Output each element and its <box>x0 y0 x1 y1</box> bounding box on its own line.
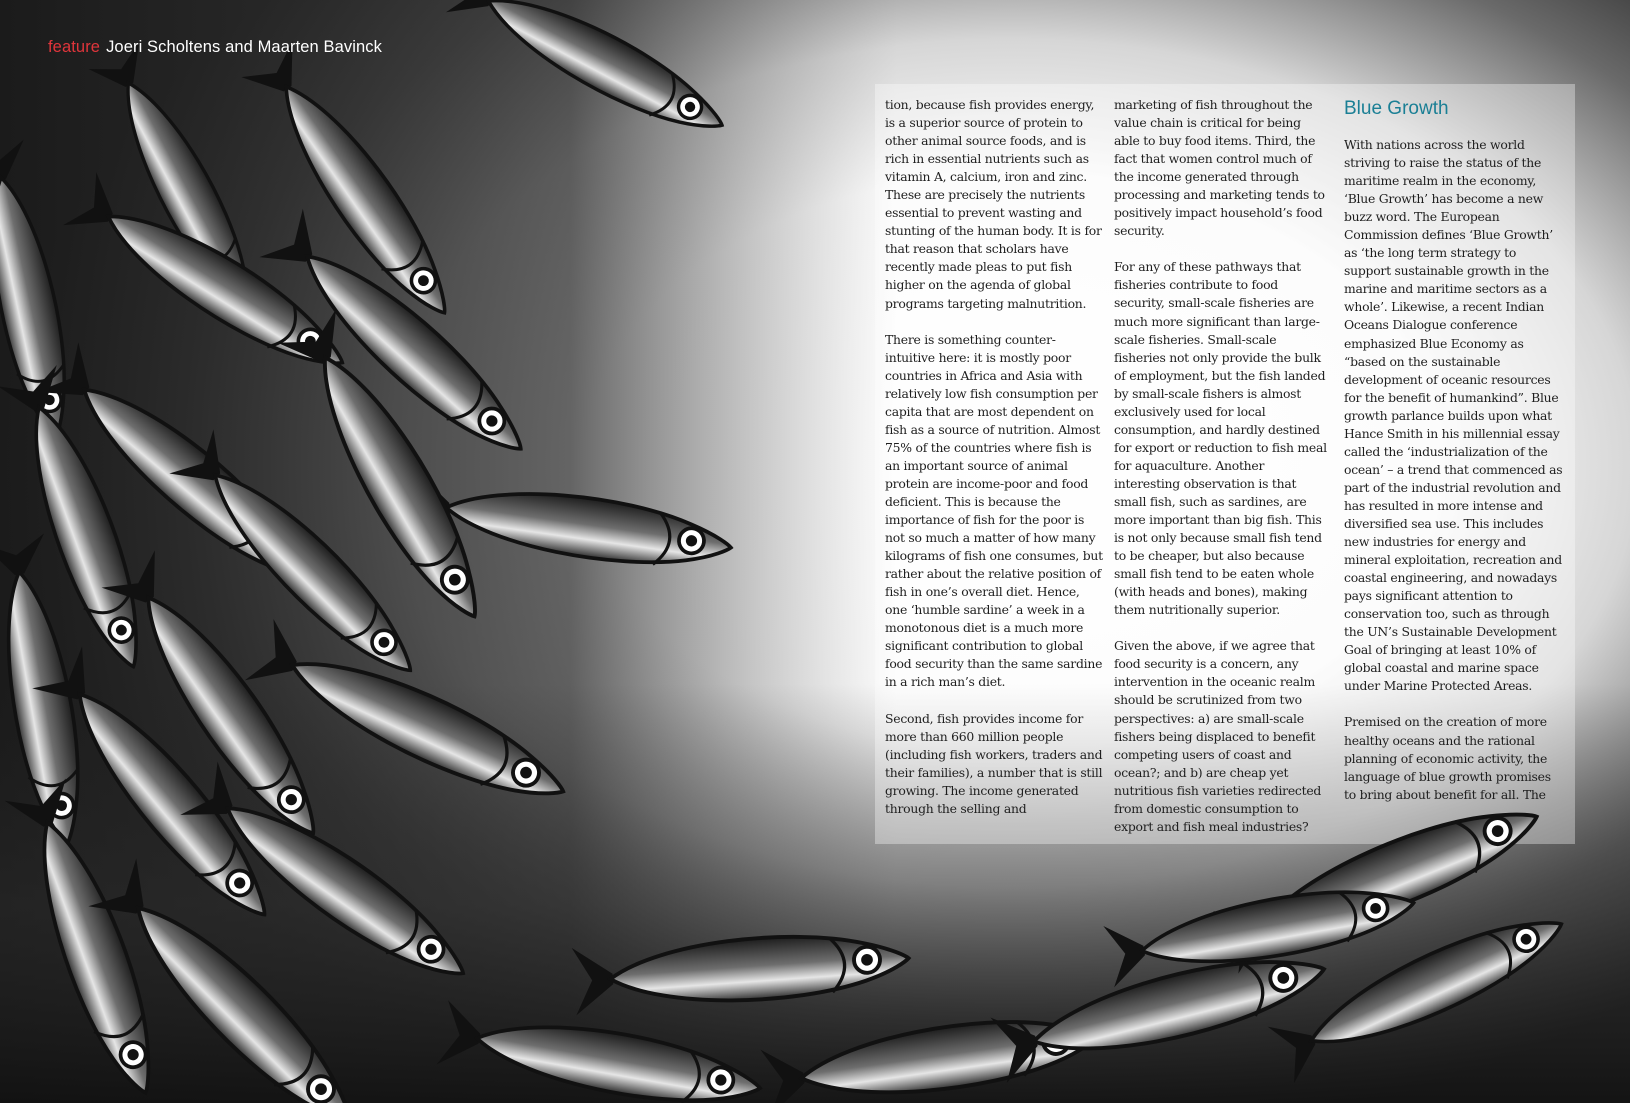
paragraph: Premised on the creation of more healthy oceans and the rational planning of economic activity, the language of blue growth promises to bring about benefit for all. The <box>1344 714 1551 802</box>
paragraph: There is something counter-intuitive here: it is mostly poor countries in Africa and Asia with relatively low fish consumption per capita that are most dependent on fish as a source of nutrition. Almost 75% of the countries where fish is an important source of animal protein are income-poor and food deficient. This is because the importance of fish for the poor is not so much a matter of how many kilograms of fish one consumes, but rather about the relative position of fish in one’s overall diet. Hence, one ‘humble sardine’ a week in a monotonous diet is a much more significant contribution to global food security than the same sardine in a rich man’s diet. <box>885 331 1103 690</box>
paragraph: With nations across the world striving to raise the status of the maritime realm in the economy, ‘Blue Growth’ has become a new buzz word. The European Commission defines ‘Blue Growth’ as ‘the long term strategy to support sustainable growth in the marine and maritime sectors as a whole’. Likewise, a recent Indian Oceans Dialogue conference emphasized Blue Economy as “based on the sustainable development of oceanic resources for the benefit of humankind”. Blue growth parlance builds upon what Hance Smith in his millennial essay called the ‘industrialization of the ocean’ – a trend that commenced as part of the industrial revolution and has resulted in more intense and diversified sea use. This includes new industries for energy and mineral exploitation, recreation and coastal engineering, and nowadays pays significant attention to conservation too, such as through the UN’s Sustainable Development Goal of bringing at least 10% of global coastal and marine space under Marine Protected Areas. <box>1344 137 1563 694</box>
paragraph: Second, fish provides income for more than 660 million people (including fish workers, traders and their families), a number that is still growing. The income generated through the selling and <box>885 710 1103 816</box>
text-column-3 <box>1344 136 1566 822</box>
running-header <box>48 38 382 57</box>
paragraph: marketing of fish throughout the value chain is critical for being able to buy food items. Third, the fact that women control much of the income generated through processing and marketing tends to positively impact household’s food security. <box>1114 97 1325 239</box>
paragraph: For any of these pathways that fisheries contribute to food security, small-scale fisheries are much more significant than large-scale fisheries. Small-scale fisheries not only provide the bulk of employment, but the fish landed by small-scale fishers is almost exclusively used for local consumption, and hardly destined for export or reduction to fish meal for aquaculture. Another interesting observation is that small fish, such as sardines, are more important than big fish. This is not only because small fish tend to be cheaper, but also because small fish tend to be eaten whole (with heads and bones), making them nutritionally superior. <box>1114 259 1327 618</box>
paragraph: Given the above, if we agree that food security is a concern, any intervention in the oceanic realm should be scrutinized from two perspectives: a) are small-scale fishers being displaced to benefit competing users of coast and ocean?; and b) are cheap yet nutritious fish varieties redirected from domestic consumption to export and fish meal industries? <box>1114 638 1322 834</box>
text-column-1 <box>885 96 1103 836</box>
section-heading-blue-growth: Blue Growth <box>1344 98 1449 119</box>
text-column-2 <box>1114 96 1330 854</box>
author-byline: Joeri Scholtens and Maarten Bavinck <box>106 38 382 56</box>
section-kicker: feature <box>48 38 101 56</box>
paragraph: tion, because fish provides energy, is a superior source of protein to other animal source foods, and is rich in essential nutrients such as vitamin A, calcium, iron and zinc. These are precisely the nutrients essential to prevent wasting and stunting of the human body. It is for that reason that scholars have recently made pleas to put fish higher on the agenda of global programs targeting malnutrition. <box>885 97 1102 311</box>
